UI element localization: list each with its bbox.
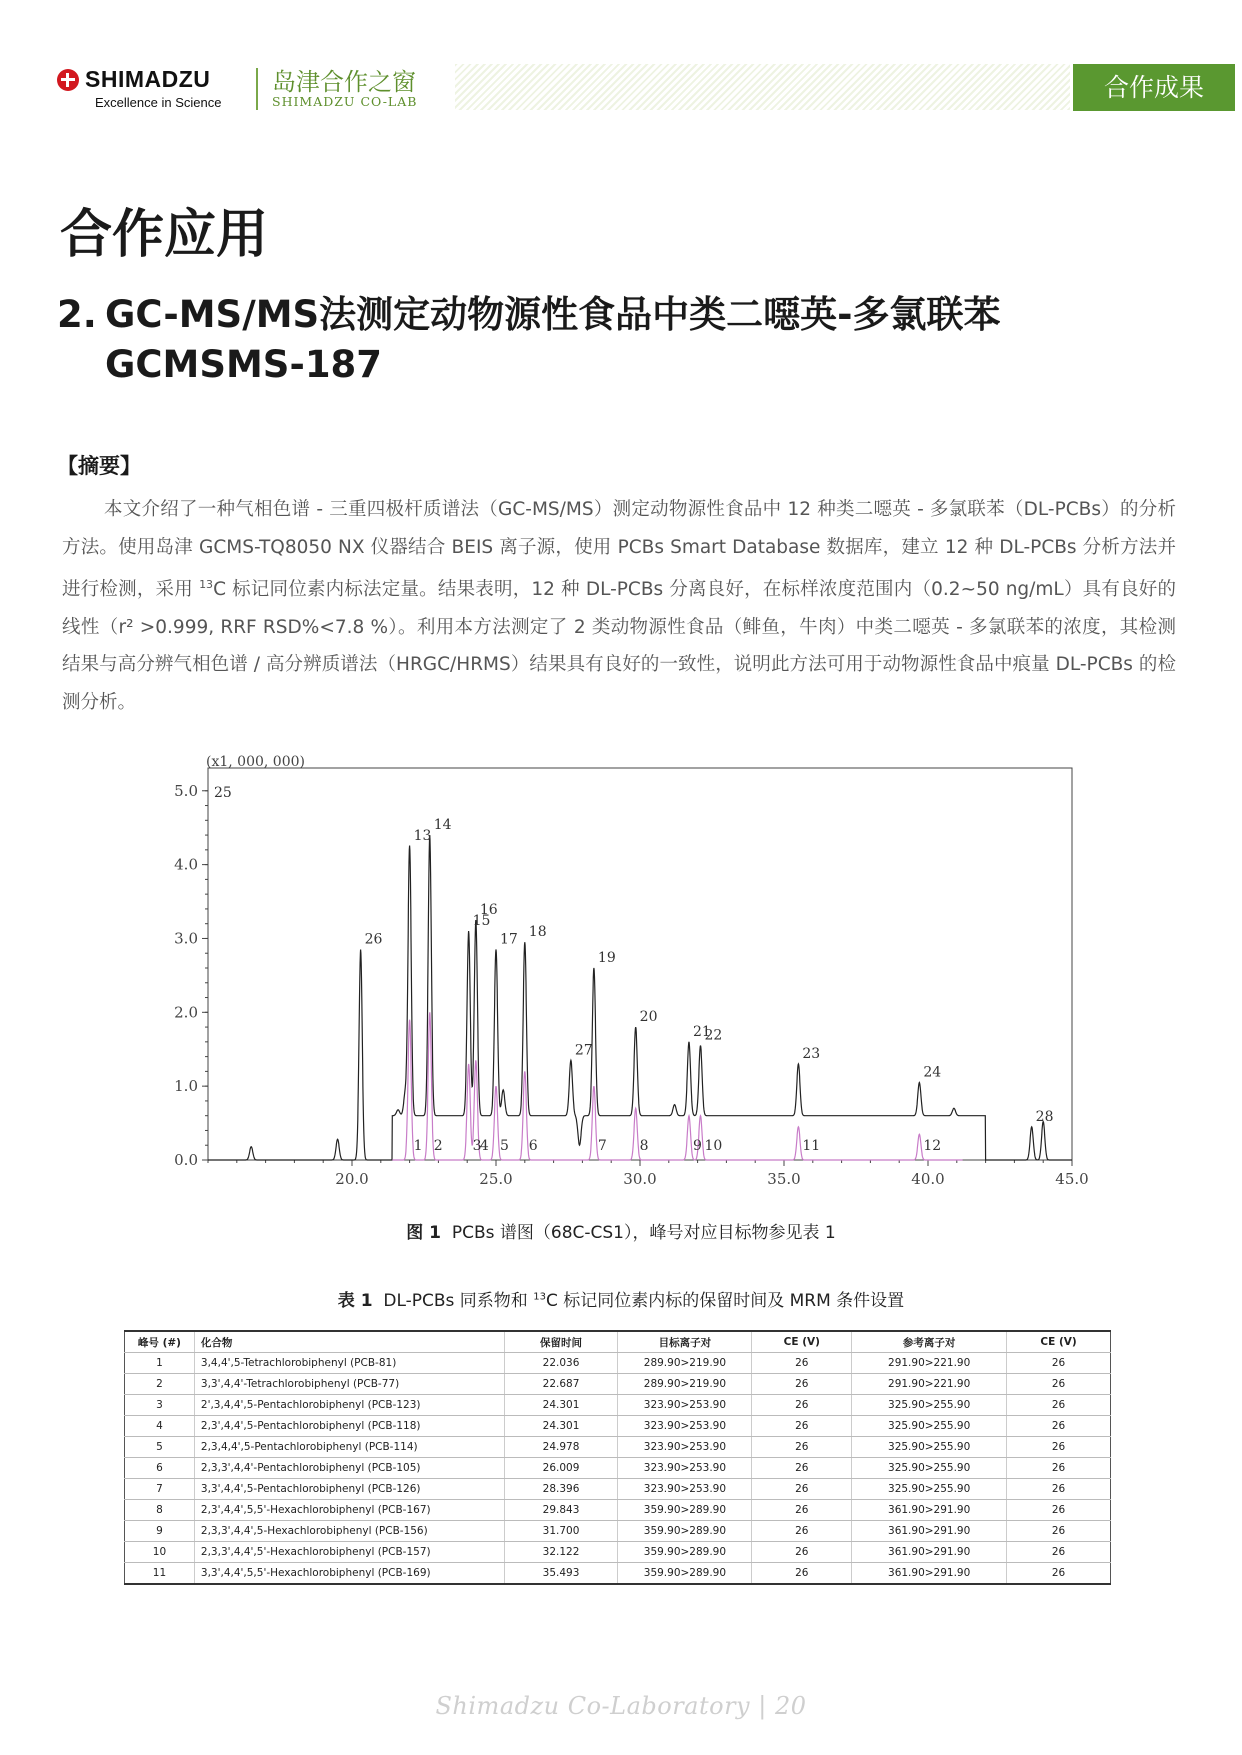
chromatogram-svg	[150, 748, 1100, 1198]
abstract-label: 【摘要】	[57, 454, 141, 478]
y-tick-label: 0.0	[174, 1151, 198, 1169]
table-cell: 26	[1007, 1542, 1111, 1563]
x-tick-label: 20.0	[335, 1170, 369, 1188]
table-body	[125, 1353, 1111, 1585]
table-row	[125, 1479, 1111, 1500]
peak-label: 28	[1035, 1108, 1054, 1125]
table-cell: 26	[752, 1542, 852, 1563]
peak-label: 5	[500, 1138, 509, 1154]
x-tick-label: 35.0	[767, 1170, 801, 1188]
table-cell: 2,3',4,4',5-Pentachlorobiphenyl (PCB-118)	[194, 1416, 504, 1437]
table-cell: 3,3',4,4',5,5'-Hexachlorobiphenyl (PCB-169)	[194, 1563, 504, 1585]
y-tick-label: 4.0	[174, 855, 198, 874]
table-cell: 11	[125, 1563, 195, 1585]
table-row	[125, 1458, 1111, 1479]
table-cell: 325.90>255.90	[852, 1416, 1007, 1437]
table-cell: 26	[752, 1437, 852, 1458]
table-cell: 3,3',4,4',5-Pentachlorobiphenyl (PCB-126)	[194, 1479, 504, 1500]
peak-label: 6	[528, 1138, 538, 1154]
figure-label: 图 1	[406, 1223, 442, 1243]
table-header-cell: CE (V)	[1007, 1331, 1111, 1353]
colab-title-cn: 岛津合作之窗	[272, 68, 416, 96]
table-cell: 32.122	[504, 1542, 618, 1563]
x-tick-label: 40.0	[911, 1170, 945, 1188]
table-cell: 31.700	[504, 1521, 618, 1542]
table-cell: 323.90>253.90	[618, 1437, 752, 1458]
peak-label: 14	[433, 817, 452, 834]
peak-label: 12	[923, 1138, 942, 1154]
abstract-part2: C 标记同位素内标法定量。结果表明，12 种 DL-PCBs 分离良好，在标样浓度范围内（0.2~50 ng/mL）具有良好的线性（r² >0.999, RRF RSD%<7.8 %）。利用本方法测定了 2 类动物源性食品（鲱鱼，牛肉）中类二噁英 - 多氯联苯的浓度，其检测结果与高分辨气相色谱 / 高分辨质谱法（HRGC/HRMS）结果具有良好的一致性，说明此方法可用于动物源性食品中痕量 DL-PCBs 的检测分析。	[62, 579, 1176, 713]
peak-label: 16	[479, 902, 498, 918]
table-header-cell: 化合物	[194, 1331, 504, 1353]
table-caption-a: DL-PCBs 同系物和	[383, 1291, 534, 1311]
table-cell: 361.90>291.90	[852, 1500, 1007, 1521]
table-row	[125, 1521, 1111, 1542]
article-number: 2.	[57, 293, 97, 336]
table-cell: 9	[125, 1521, 195, 1542]
table-cell: 323.90>253.90	[618, 1416, 752, 1437]
table-header-cell: 参考离子对	[852, 1331, 1007, 1353]
table-header-cell: CE (V)	[752, 1331, 852, 1353]
table-cell: 323.90>253.90	[618, 1458, 752, 1479]
table-cell: 291.90>221.90	[852, 1353, 1007, 1374]
table-cell: 26	[752, 1374, 852, 1395]
peak-label: 7	[597, 1138, 607, 1154]
table-caption	[0, 1286, 1242, 1311]
table-cell: 22.036	[504, 1353, 618, 1374]
table-cell: 361.90>291.90	[852, 1542, 1007, 1563]
table-row	[125, 1563, 1111, 1585]
table-cell: 359.90>289.90	[618, 1500, 752, 1521]
table-cell: 26	[1007, 1437, 1111, 1458]
table-cell: 26	[1007, 1521, 1111, 1542]
table-row	[125, 1395, 1111, 1416]
page-footer: Shimadzu Co-Laboratory | 20	[435, 1692, 807, 1720]
peak-label: 18	[528, 924, 547, 941]
table-cell: 359.90>289.90	[618, 1521, 752, 1542]
abstract-part1: 本文介绍了一种气相色谱 - 三重四极杆质谱法（GC-MS/MS）测定动物源性食品中 12 种类二噁英 - 多氯联苯（DL-PCBs）的分析方法。使用岛津 GCMS-TQ8050 NX 仪器结合 BEIS 离子源，使用 PCBs Smart Database 数据库，建立 12 种 DL-PCBs 分析方法并进行检测，采用	[62, 499, 1176, 601]
shimadzu-logo	[57, 68, 242, 112]
table-header-cell: 目标离子对	[618, 1331, 752, 1353]
peak-label: 3	[472, 1138, 482, 1154]
peak-label: 22	[704, 1027, 723, 1044]
table-cell: 26	[1007, 1395, 1111, 1416]
table-row	[125, 1437, 1111, 1458]
table-cell: 1	[125, 1353, 195, 1374]
table-cell: 2,3,3',4,4',5-Hexachlorobiphenyl (PCB-156)	[194, 1521, 504, 1542]
y-tick-label: 3.0	[174, 929, 198, 948]
table-cell: 26	[752, 1395, 852, 1416]
logo-tagline: Excellence in Science	[95, 95, 222, 110]
table-cell: 26	[752, 1521, 852, 1542]
x-tick-label: 25.0	[479, 1170, 513, 1188]
table-cell: 26	[1007, 1374, 1111, 1395]
table-cell: 359.90>289.90	[618, 1563, 752, 1585]
table-cell: 325.90>255.90	[852, 1479, 1007, 1500]
peak-label: 8	[639, 1138, 649, 1154]
table-cell: 26	[752, 1500, 852, 1521]
x-tick-label: 30.0	[623, 1170, 657, 1188]
peak-label: 25	[214, 784, 232, 801]
y-tick-label: 1.0	[174, 1077, 198, 1096]
header-hatch-band	[455, 64, 1070, 110]
table-cell: 2',3,4,4',5-Pentachlorobiphenyl (PCB-123)	[194, 1395, 504, 1416]
x-tick-label: 45.0	[1055, 1170, 1089, 1188]
table-row	[125, 1500, 1111, 1521]
table-cell: 26	[1007, 1416, 1111, 1437]
table-header-cell: 峰号 (#)	[125, 1331, 195, 1353]
abstract-sup: 13	[199, 578, 214, 591]
article-title-line2: GCMSMS-187	[105, 343, 383, 386]
table-cell: 325.90>255.90	[852, 1458, 1007, 1479]
peak-label: 21	[692, 1023, 711, 1040]
table-cell: 8	[125, 1500, 195, 1521]
table-cell: 29.843	[504, 1500, 618, 1521]
table-caption-sup: 13	[533, 1291, 546, 1303]
table-cell: 2,3,3',4,4',5'-Hexachlorobiphenyl (PCB-157)	[194, 1542, 504, 1563]
table-cell: 2,3,4,4',5-Pentachlorobiphenyl (PCB-114)	[194, 1437, 504, 1458]
table-cell: 10	[125, 1542, 195, 1563]
table-cell: 361.90>291.90	[852, 1563, 1007, 1585]
table-cell: 2,3',4,4',5,5'-Hexachlorobiphenyl (PCB-167)	[194, 1500, 504, 1521]
table-cell: 325.90>255.90	[852, 1437, 1007, 1458]
table-cell: 28.396	[504, 1479, 618, 1500]
table-cell: 6	[125, 1458, 195, 1479]
peak-label: 17	[500, 931, 518, 948]
table-cell: 24.301	[504, 1395, 618, 1416]
peak-label: 4	[479, 1138, 489, 1154]
peak-label: 1	[413, 1138, 423, 1154]
peak-label: 20	[639, 1009, 658, 1026]
peak-label: 9	[692, 1138, 702, 1154]
table-row	[125, 1374, 1111, 1395]
peak-label: 15	[472, 913, 491, 930]
table-cell: 26	[752, 1416, 852, 1437]
peak-label: 26	[364, 931, 383, 948]
header-divider	[256, 68, 258, 110]
page-header	[0, 60, 1242, 114]
black-trace	[208, 835, 1072, 1160]
table-cell: 325.90>255.90	[852, 1395, 1007, 1416]
figure-caption	[0, 1218, 1242, 1243]
table-cell: 359.90>289.90	[618, 1542, 752, 1563]
table-cell: 2,3,3',4,4'-Pentachlorobiphenyl (PCB-105)	[194, 1458, 504, 1479]
peak-label: 19	[597, 950, 616, 966]
y-tick-label: 5.0	[174, 781, 198, 800]
table-cell: 7	[125, 1479, 195, 1500]
peak-label: 2	[433, 1138, 443, 1154]
table-cell: 289.90>219.90	[618, 1374, 752, 1395]
table-cell: 26	[1007, 1479, 1111, 1500]
peak-label: 24	[923, 1064, 942, 1081]
y-multiplier-label: (x1, 000, 000)	[206, 754, 305, 770]
table-row	[125, 1416, 1111, 1437]
table-cell: 26.009	[504, 1458, 618, 1479]
y-tick-label: 2.0	[174, 1003, 198, 1022]
chromatogram-chart	[150, 748, 1100, 1198]
table-cell: 26	[1007, 1458, 1111, 1479]
table-cell: 35.493	[504, 1563, 618, 1585]
plot-frame	[208, 768, 1072, 1160]
peak-label: 10	[704, 1138, 723, 1154]
logo-name: SHIMADZU	[85, 66, 211, 92]
section-title: 合作应用	[60, 204, 269, 265]
table-row	[125, 1542, 1111, 1563]
table-cell: 26	[752, 1563, 852, 1585]
colab-title-en: SHIMADZU CO-LAB	[272, 94, 418, 109]
table-cell: 289.90>219.90	[618, 1353, 752, 1374]
table-cell: 26	[1007, 1500, 1111, 1521]
table-cell: 3,3',4,4'-Tetrachlorobiphenyl (PCB-77)	[194, 1374, 504, 1395]
table-cell: 361.90>291.90	[852, 1521, 1007, 1542]
peak-label: 23	[802, 1046, 821, 1062]
table-row	[125, 1353, 1111, 1374]
table-cell: 26	[752, 1353, 852, 1374]
table-cell: 24.978	[504, 1437, 618, 1458]
table-cell: 323.90>253.90	[618, 1395, 752, 1416]
shimadzu-mark-icon	[57, 69, 79, 91]
table-cell: 26	[752, 1479, 852, 1500]
mrm-table	[124, 1330, 1111, 1585]
table-cell: 4	[125, 1416, 195, 1437]
article-title	[57, 290, 1001, 390]
table-cell: 2	[125, 1374, 195, 1395]
table-label: 表 1	[337, 1291, 373, 1311]
table-cell: 26	[1007, 1353, 1111, 1374]
table-header-row	[125, 1331, 1111, 1353]
abstract-text	[62, 491, 1176, 721]
table-cell: 3	[125, 1395, 195, 1416]
figure-text: PCBs 谱图（68C-CS1），峰号对应目标物参见表 1	[451, 1223, 836, 1243]
table-cell: 3,4,4',5-Tetrachlorobiphenyl (PCB-81)	[194, 1353, 504, 1374]
peak-label: 27	[574, 1042, 593, 1059]
table-cell: 5	[125, 1437, 195, 1458]
category-tag: 合作成果	[1073, 64, 1235, 111]
table-cell: 22.687	[504, 1374, 618, 1395]
peak-label: 11	[802, 1138, 821, 1154]
table-cell: 323.90>253.90	[618, 1479, 752, 1500]
table-cell: 26	[752, 1458, 852, 1479]
table-cell: 291.90>221.90	[852, 1374, 1007, 1395]
table-cell: 24.301	[504, 1416, 618, 1437]
table-header-cell: 保留时间	[504, 1331, 618, 1353]
peak-label: 13	[413, 828, 432, 845]
article-title-line1: GC-MS/MS法测定动物源性食品中类二噁英-多氯联苯	[105, 293, 1001, 336]
table-cell: 26	[1007, 1563, 1111, 1585]
table-caption-b: C 标记同位素内标的保留时间及 MRM 条件设置	[545, 1291, 905, 1311]
